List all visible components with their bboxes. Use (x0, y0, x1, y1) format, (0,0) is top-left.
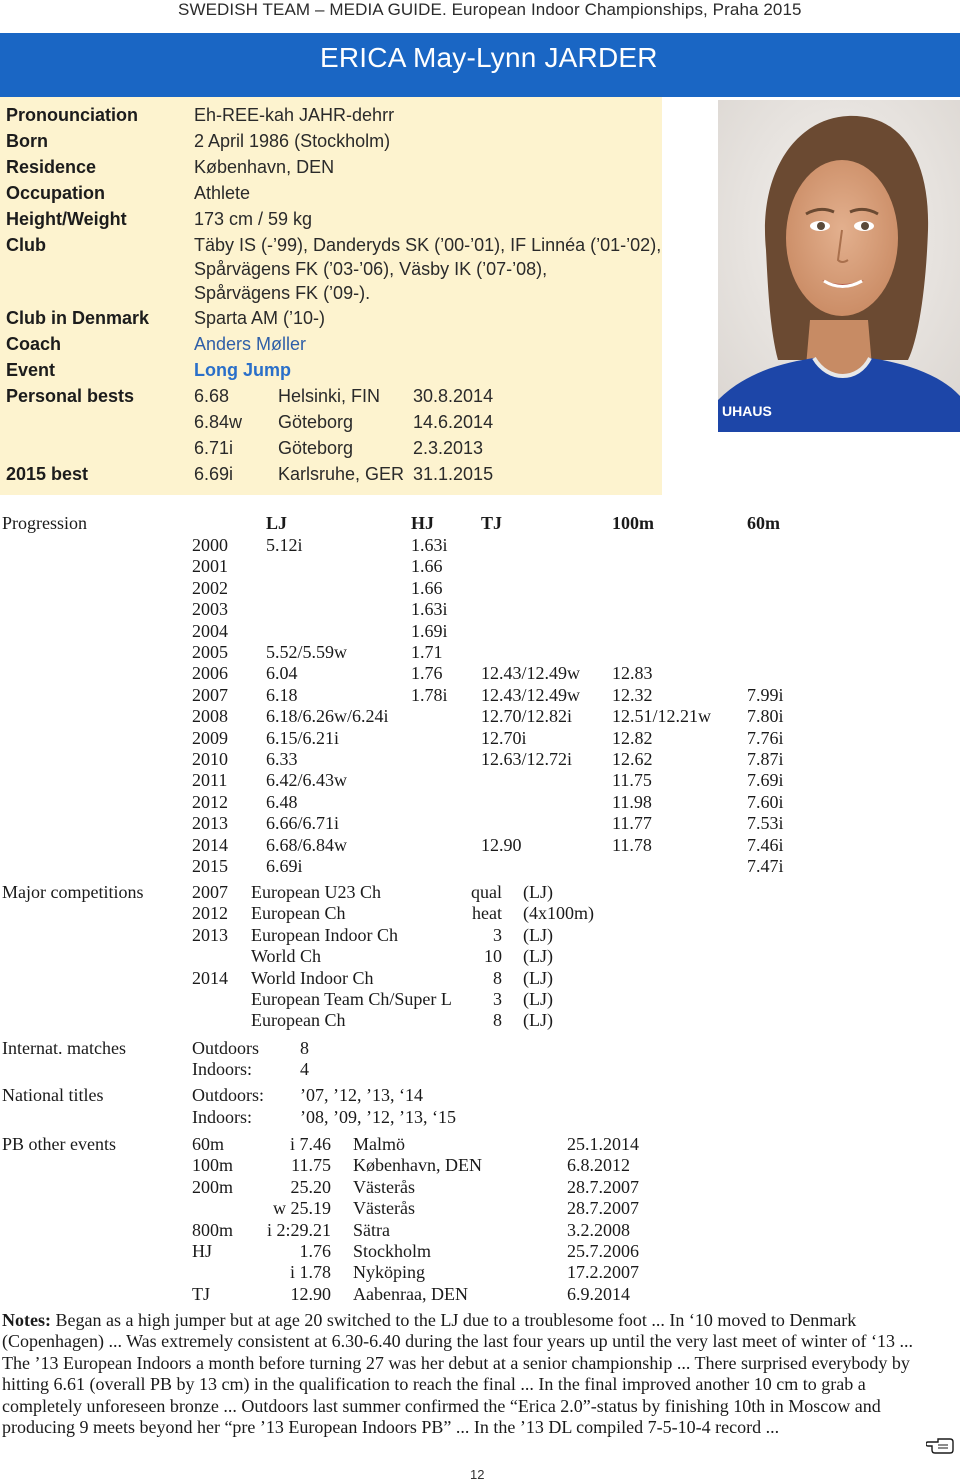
competition-event: European Ch (251, 903, 346, 924)
progression-cell-tj: 12.43/12.49w (481, 663, 580, 684)
pb-other-date: 28.7.2007 (567, 1176, 639, 1197)
pb-other-mark: 25.20 (290, 1176, 331, 1197)
athlete-name: ERICA May-Lynn JARDER (320, 42, 658, 73)
info-row-pronounciation (0, 105, 662, 131)
competition-event: European Indoor Ch (251, 924, 398, 945)
progression-cell-tj: 12.70i (481, 727, 527, 748)
info-row-2015-best (0, 464, 662, 490)
pb-mark: 6.68 (194, 386, 230, 406)
progression-cell-m60: 7.69i (747, 770, 784, 791)
progression-cell-hj: 1.71 (411, 642, 443, 662)
pb-other-event: 200m (192, 1176, 234, 1197)
progression-cell-m100: 12.51/12.21w (612, 706, 711, 727)
info-label: Residence (6, 157, 97, 177)
info-label: Height/Weight (6, 209, 127, 229)
coach-value: Anders Møller (194, 334, 307, 354)
athlete-portrait-image (718, 100, 960, 432)
notes-paragraph (2, 1310, 942, 1438)
progression-cell-m60: 7.46i (747, 834, 784, 855)
info-value: Athlete (194, 183, 251, 203)
pb-other-place: Aabenraa, DEN (353, 1283, 468, 1304)
info-label: 2015 best (6, 464, 89, 484)
progression-cell-lj: 6.66/6.71i (266, 813, 340, 834)
competition-event: European Team Ch/Super L (251, 989, 452, 1009)
progression-cell-year: 2008 (192, 706, 228, 727)
pb-mark: 6.69i (194, 464, 234, 484)
athlete-photo (718, 100, 960, 432)
pb-place: Helsinki, FIN (278, 386, 381, 406)
pb-date: 2.3.2013 (413, 438, 484, 458)
competition-year: 2013 (192, 924, 228, 945)
title-type: Indoors: (192, 1107, 252, 1127)
pb-other-label: PB other events (2, 1134, 116, 1154)
pb-other-mark: w 25.19 (273, 1198, 331, 1219)
club-line: Täby IS (-’99), Danderyds SK (’00-’01), IF Linnéa (’01-’02), (194, 235, 662, 255)
competition-discipline: (LJ) (523, 946, 553, 967)
club-line: Spårvägens FK (’03-’06), Väsby IK (’07-’08), (194, 259, 548, 279)
progression-cell-year: 2015 (192, 856, 228, 876)
progression-cell-year: 2014 (192, 834, 228, 855)
progression-cell-m100: 12.62 (612, 749, 653, 769)
info-row-club-cont (0, 283, 662, 309)
progression-cell-year: 2012 (192, 791, 228, 812)
pb-place: Göteborg (278, 412, 354, 432)
info-row-personal-bests (0, 386, 662, 412)
competition-event: European Ch (251, 1010, 346, 1031)
progression-cell-m60: 7.53i (747, 813, 784, 834)
pb-other-mark: i 1.78 (289, 1262, 331, 1283)
progression-cell-m60: 7.60i (747, 791, 784, 812)
progression-cell-m60: 7.47i (747, 856, 784, 876)
progression-cell-year: 2009 (192, 727, 228, 748)
progression-label: Progression (2, 513, 87, 533)
pb-other-event: TJ (192, 1283, 210, 1304)
competition-discipline: (LJ) (523, 967, 553, 988)
pb-other-place: Västerås (353, 1176, 415, 1197)
progression-cell-lj: 6.15/6.21i (266, 727, 340, 748)
header-text: SWEDISH TEAM – MEDIA GUIDE. European Indoor Championships, Praha 2015 (178, 0, 802, 19)
progression-cell-year: 2013 (192, 813, 228, 834)
pb-other-place: Malmö (353, 1134, 405, 1154)
progression-cell-hj: 1.78i (411, 684, 448, 705)
competition-place: qual (471, 882, 502, 902)
pb-other-place: Stockholm (353, 1241, 432, 1261)
progression-cell-year: 2004 (192, 620, 228, 641)
competition-event: European U23 Ch (251, 882, 381, 902)
progression-cell-m100: 11.98 (612, 791, 652, 812)
info-label: Club (6, 235, 46, 255)
progression-cell-year: 2003 (192, 599, 228, 620)
progression-cell-lj: 6.69i (266, 856, 303, 876)
info-row-born (0, 131, 662, 157)
info-label: Pronounciation (6, 105, 138, 125)
progression-header-lj: LJ (266, 513, 288, 533)
competition-discipline: (LJ) (523, 924, 553, 945)
info-label: Coach (6, 334, 62, 354)
notes-label: Notes: (2, 1310, 51, 1330)
progression-cell-lj: 6.33 (266, 749, 298, 769)
info-value: Eh-REE-kah JAHR-dehrr (194, 105, 395, 125)
event-value: Long Jump (194, 360, 291, 380)
progression-cell-lj: 6.18 (266, 684, 298, 705)
jersey-text: UHAUS (722, 403, 772, 419)
match-type: Outdoors (192, 1038, 259, 1058)
pb-date: 30.8.2014 (413, 386, 494, 406)
progression-cell-tj: 12.63/12.72i (481, 749, 573, 769)
title-years: ’07, ’12, ’13, ‘14 (300, 1085, 423, 1105)
competition-place: 3 (493, 924, 502, 945)
pb-other-mark: i 2:29.21 (266, 1219, 331, 1240)
competition-event: World Ch (251, 946, 322, 967)
info-row-event (0, 360, 662, 386)
progression-cell-m100: 12.32 (612, 684, 653, 705)
progression-cell-hj: 1.63i (411, 535, 448, 555)
competition-discipline: (LJ) (523, 1010, 553, 1031)
progression-cell-year: 2007 (192, 684, 228, 705)
progression-cell-hj: 1.69i (411, 620, 448, 641)
info-value: 173 cm / 59 kg (194, 209, 313, 229)
info-row-club-denmark (0, 308, 662, 334)
progression-header-100m: 100m (612, 513, 654, 533)
progression-cell-year: 2010 (192, 749, 228, 769)
progression-cell-hj: 1.66 (411, 577, 443, 598)
competition-year: 2007 (192, 882, 228, 902)
pb-other-date: 6.8.2012 (567, 1155, 630, 1176)
progression-cell-tj: 12.90 (481, 834, 522, 855)
info-label: Occupation (6, 183, 106, 203)
pb-other-place: Nyköping (353, 1262, 425, 1283)
info-row-club-cont (0, 259, 662, 285)
competition-year: 2014 (192, 967, 228, 988)
info-row-pb (0, 412, 662, 438)
pb-mark: 6.84w (194, 412, 243, 432)
progression-cell-m100: 12.83 (612, 663, 653, 684)
info-value: Sparta AM (’10-) (194, 308, 326, 328)
pb-other-date: 6.9.2014 (567, 1283, 630, 1304)
pb-other-event: 100m (192, 1155, 234, 1176)
athlete-info-box (0, 97, 662, 495)
competition-place: 3 (493, 989, 502, 1009)
progression-header-tj: TJ (481, 513, 503, 533)
info-row-height-weight (0, 209, 662, 235)
progression-cell-m100: 11.75 (612, 770, 652, 791)
pb-other-event: HJ (192, 1241, 213, 1261)
notes-text: Began as a high jumper but at age 20 switched to the LJ due to a troublesome foot ... In ‘10 moved to Denmark (Copenhagen) ... Was extremely consistent at 6.30-6.40 during the last four years up until the very last meet of winter of ‘13 ... The ’13 European Indoors a month before turning 27 was her debut at a senior championship ... There surprised everybody by hitting 6.61 (overall PB by 13 cm) in the qualification to reach the final ... In the final improved another 10 cm to grab a completely unforeseen bronze ... Outdoors last summer confirmed the “Erica 2.0”-status by finishing 10th in Moscow and producing 9 meets beyond her “pre ’13 European Indoors PB” ... In the ’13 DL compiled 7-5-10-4 record ... (2, 1310, 913, 1438)
progression-cell-lj: 5.52/5.59w (266, 642, 347, 662)
progression-cell-hj: 1.63i (411, 599, 448, 620)
competition-event: World Indoor Ch (251, 967, 374, 988)
pb-other-event: 800m (192, 1219, 234, 1240)
progression-cell-year: 2011 (192, 770, 228, 791)
progression-header-hj: HJ (411, 513, 435, 533)
match-type: Indoors: (192, 1059, 252, 1079)
competition-discipline: (4x100m) (523, 903, 594, 924)
progression-cell-year: 2000 (192, 535, 228, 555)
info-label: Event (6, 360, 56, 380)
progression-cell-lj: 5.12i (266, 535, 303, 555)
pb-mark: 6.71i (194, 438, 234, 458)
pb-other-mark: 1.76 (299, 1241, 331, 1261)
major-competitions-label: Major competitions (2, 882, 144, 902)
title-years: ’08, ’09, ’12, ’13, ‘15 (300, 1107, 456, 1127)
info-label: Club in Denmark (6, 308, 150, 328)
competition-place: 8 (493, 1010, 502, 1031)
pb-other-place: Västerås (353, 1198, 415, 1219)
progression-cell-year: 2005 (192, 642, 228, 662)
competition-discipline: (LJ) (523, 882, 553, 902)
pb-other-date: 3.2.2008 (567, 1219, 630, 1240)
competition-discipline: (LJ) (523, 989, 553, 1009)
progression-cell-year: 2001 (192, 556, 228, 577)
progression-cell-lj: 6.68/6.84w (266, 834, 347, 855)
info-value: København, DEN (194, 157, 335, 177)
pb-other-date: 28.7.2007 (567, 1198, 639, 1219)
progression-cell-year: 2006 (192, 663, 228, 684)
pb-date: 31.1.2015 (413, 464, 494, 484)
progression-header-60m: 60m (747, 513, 780, 533)
info-row-club (0, 235, 662, 261)
national-titles-label: National titles (2, 1085, 104, 1105)
info-label: Born (6, 131, 48, 151)
title-type: Outdoors: (192, 1085, 264, 1105)
internat-matches-label: Internat. matches (2, 1038, 126, 1058)
pb-other-event: 60m (192, 1134, 225, 1154)
competition-year: 2012 (192, 903, 228, 924)
match-count: 8 (300, 1038, 309, 1058)
pb-other-mark: 11.75 (291, 1155, 331, 1176)
club-line: Spårvägens FK (’09-). (194, 283, 371, 303)
info-value: 2 April 1986 (Stockholm) (194, 131, 391, 151)
pb-other-mark: 12.90 (290, 1283, 331, 1304)
info-row-occupation (0, 183, 662, 209)
pb-other-date: 25.1.2014 (567, 1134, 639, 1154)
competition-place: 8 (493, 967, 502, 988)
progression-cell-m60: 7.76i (747, 727, 784, 748)
competition-place: heat (472, 903, 502, 924)
progression-cell-lj: 6.48 (266, 791, 298, 812)
pb-place: Göteborg (278, 438, 354, 458)
progression-cell-m100: 11.78 (612, 834, 652, 855)
info-row-residence (0, 157, 662, 183)
pb-other-date: 17.2.2007 (567, 1262, 639, 1283)
progression-cell-lj: 6.42/6.43w (266, 770, 347, 791)
pb-other-place: Sätra (353, 1219, 390, 1240)
progression-cell-m100: 12.82 (612, 727, 653, 748)
pb-place: Karlsruhe, GER (278, 464, 405, 484)
match-count: 4 (300, 1059, 309, 1079)
info-row-pb (0, 438, 662, 464)
progression-cell-m60: 7.99i (747, 684, 784, 705)
progression-cell-m100: 11.77 (612, 813, 652, 834)
pb-date: 14.6.2014 (413, 412, 494, 432)
progression-cell-m60: 7.80i (747, 706, 784, 727)
progression-cell-lj: 6.04 (266, 663, 298, 684)
progression-cell-lj: 6.18/6.26w/6.24i (266, 706, 389, 727)
progression-cell-hj: 1.76 (411, 663, 443, 684)
progression-cell-tj: 12.43/12.49w (481, 684, 580, 705)
progression-cell-m60: 7.87i (747, 749, 784, 769)
progression-cell-hj: 1.66 (411, 556, 443, 577)
progression-cell-tj: 12.70/12.82i (481, 706, 573, 727)
pb-other-date: 25.7.2006 (567, 1241, 639, 1261)
pb-other-mark: i 7.46 (289, 1134, 331, 1154)
info-row-coach (0, 334, 662, 360)
pb-other-place: København, DEN (353, 1155, 482, 1176)
page-number: 12 (470, 1467, 485, 1482)
page-header (0, 0, 960, 24)
pointing-hand-icon (926, 1437, 954, 1455)
info-label: Personal bests (6, 386, 135, 406)
competition-place: 10 (484, 946, 502, 967)
progression-cell-year: 2002 (192, 577, 228, 598)
